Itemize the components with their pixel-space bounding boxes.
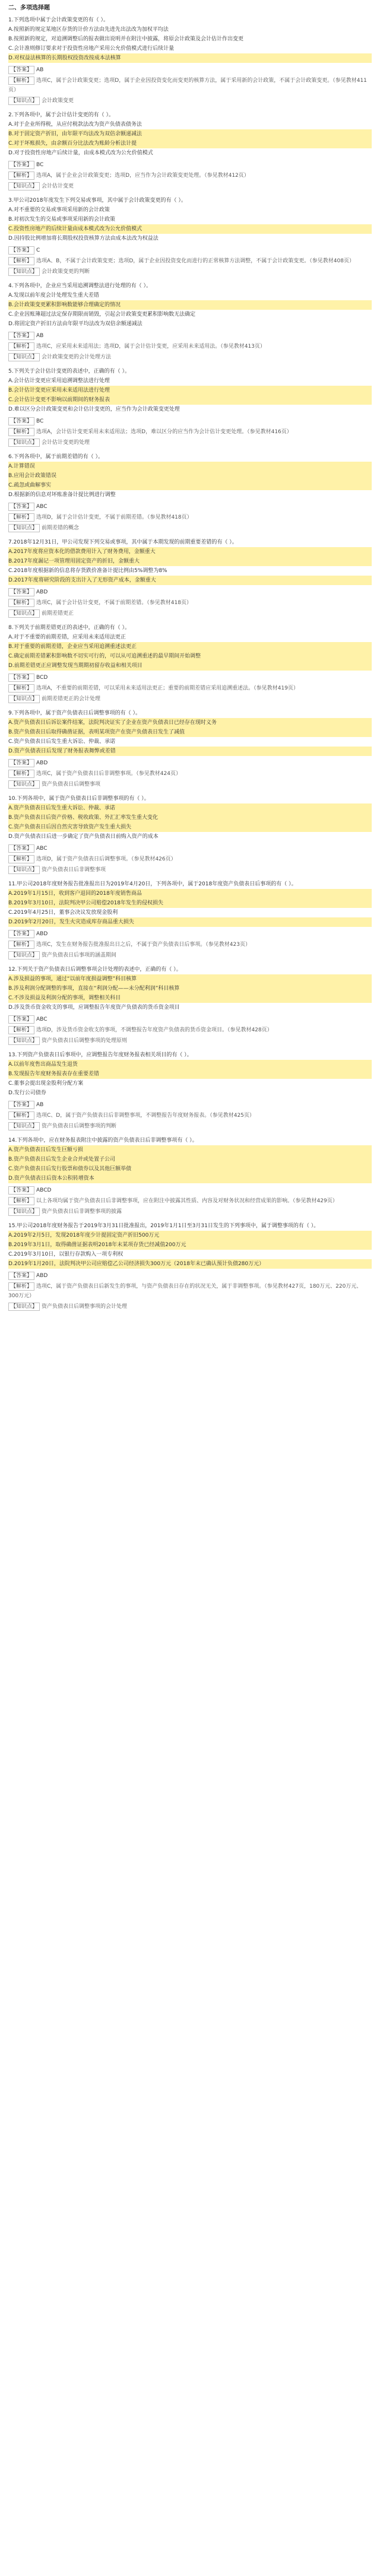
analysis-text: 选项A，不重要的前期差错，可以采用未来适用法更正；重要的前期差错应采用追溯重述法。（参见教材419页） — [36, 685, 299, 691]
question-option: B.会计估计变更应采用未来适用法进行处理 — [8, 386, 372, 395]
question-option: C.对于坏账损失，由余额百分比法改为账龄分析法计提 — [8, 139, 372, 148]
question-option: B.资产负债表日后发生企业合并或处置子公司 — [8, 1155, 372, 1164]
knowledge-text: 资产负债表日后调整事项的判断 — [42, 1123, 117, 1129]
answer-label: 【答案】 — [8, 161, 34, 169]
knowledge-label: 【知识点】 — [8, 182, 40, 190]
knowledge-label: 【知识点】 — [8, 780, 40, 789]
analysis-line — [8, 1196, 372, 1206]
answer-label: 【答案】 — [8, 844, 34, 853]
knowledge-label: 【知识点】 — [8, 695, 40, 703]
document — [8, 4, 372, 1311]
answer-label: 【答案】 — [8, 588, 34, 596]
question-option: D.涉及货币资金收支的事项，应调整报告年度资产负债表的货币资金项目 — [8, 1005, 180, 1011]
knowledge-line — [8, 609, 372, 618]
question-option: C.2019年4月25日，董事会决议发放现金股利 — [8, 910, 118, 916]
knowledge-line — [8, 523, 372, 533]
answer-line — [8, 331, 372, 341]
analysis-line — [8, 513, 372, 522]
question-option: B.2017年度漏记一项管理用固定资产的折旧，金额重大 — [8, 557, 372, 566]
answer-line — [8, 929, 372, 939]
answer-label: 【答案】 — [8, 1272, 34, 1280]
answer-line — [8, 502, 372, 512]
question-option: B.2019年3月1日，取得确凿证据表明2018年末某项存货已经减值200万元 — [8, 1240, 372, 1250]
analysis-text: 选项A，会计估计变更采用未来适用法；选项D，难以区分的应当作为会计估计变更处理。（参见教材416页） — [36, 429, 292, 435]
knowledge-text: 资产负债表日后调整事项的会计处理 — [42, 1304, 128, 1310]
question-option: C.疏忽或曲解事实 — [8, 481, 372, 490]
question-stem: 7.2018年12月31日，甲公司发现下列交易或事项，其中属于本期发现的前期重要差错的有（ ）。 — [8, 539, 238, 545]
answer-line — [8, 1186, 372, 1195]
question-option: C.不涉及损益及利润分配的事项，调整相关科目 — [8, 993, 372, 1003]
question-stem: 4.下列各项中，企业应当采用追溯调整法进行处理的有（ ）。 — [8, 283, 151, 289]
knowledge-line — [8, 694, 372, 704]
knowledge-label: 【知识点】 — [8, 524, 40, 532]
answer-label: 【答案】 — [8, 930, 34, 938]
question-option: B.对于重要的前期差错，企业应当采用追溯重述法更正 — [8, 642, 372, 652]
question-option: B.发现报告年度财务报表存在重要差错 — [8, 1069, 372, 1079]
question-option: B.资产负债表日后资产价格、税收政策、外汇汇率发生重大变化 — [8, 813, 372, 822]
question-option: B.对初次发生的交易或事项采用新的会计政策 — [8, 217, 116, 223]
question-option: B.对于固定资产折旧，由年限平均法改为双倍余额递减法 — [8, 129, 372, 139]
question-option: B.应用会计政策错误 — [8, 471, 372, 481]
question-option: D.对于投资性房地产后续计量，由成本模式改为公允价值模式 — [8, 150, 153, 156]
question-option: D.根据新的信息对坏账准备计提比例进行调整 — [8, 492, 116, 498]
knowledge-label: 【知识点】 — [8, 1037, 40, 1045]
question-option: D.2019年2月20日，发生火灾造成库存商品重大损失 — [8, 917, 372, 927]
question-option: D.2019年1月20日，法院判决甲公司应赔偿乙公司经济损失300万元（2018年末已确认预计负债280万元） — [8, 1259, 372, 1269]
analysis-line — [8, 598, 372, 608]
analysis-text: 选项C、D，属于资产负债表日后非调整事项，不调整报告年度财务报表。（参见教材425页） — [36, 1113, 255, 1119]
question-option: C.会计估计变更不影响以前期间的财务报表 — [8, 395, 372, 405]
knowledge-line — [8, 951, 372, 960]
answer-label: 【答案】 — [8, 503, 34, 511]
question-block — [8, 1136, 372, 1216]
question-block — [8, 794, 372, 875]
analysis-text: 选项A、B，不属于会计政策变更；选项D，属于企业因投资变化而进行的正常核算方法调整，不属于会计政策变更。（参见教材408页） — [36, 258, 354, 264]
knowledge-line — [8, 865, 372, 875]
knowledge-text: 资产负债表日后调整事项 — [42, 782, 101, 787]
answer-value: AB — [36, 67, 44, 73]
knowledge-label: 【知识点】 — [8, 951, 40, 960]
knowledge-line — [8, 96, 372, 106]
answer-value: ABC — [36, 1017, 48, 1022]
answer-label: 【答案】 — [8, 417, 34, 425]
answer-label: 【答案】 — [8, 246, 34, 255]
question-option: C.企业因账簿超过法定保存期限而销毁，引起会计政策变更累积影响数无法确定 — [8, 312, 196, 317]
knowledge-label: 【知识点】 — [8, 1303, 40, 1311]
answer-value: C — [36, 247, 40, 253]
analysis-line — [8, 684, 372, 693]
analysis-line — [8, 1111, 372, 1120]
question-block — [8, 1221, 372, 1311]
question-block — [8, 965, 372, 1046]
question-option: C.2019年3月10日，以银行存款购入一项专利权 — [8, 1252, 124, 1257]
knowledge-label: 【知识点】 — [8, 353, 40, 361]
answer-line — [8, 1100, 372, 1110]
question-option: D.2017年度将研究阶段的支出计入了无形资产成本，金额重大 — [8, 576, 372, 585]
analysis-text: 选项C，属于资产负债表日后非调整事项。（参见教材424页） — [36, 771, 181, 777]
analysis-line — [8, 855, 372, 864]
question-option: B.2019年3月10日，法院判决甲公司赔偿2018年发生的侵权损失 — [8, 898, 372, 908]
answer-line — [8, 246, 372, 255]
answer-label: 【答案】 — [8, 332, 34, 340]
question-option: B.涉及利润分配调整的事项，直接在“利润分配——未分配利润”科目核算 — [8, 984, 372, 993]
question-option: A.2019年2月5日，发现2018年度少计提固定资产折旧500万元 — [8, 1231, 372, 1240]
question-stem: 2.下列各项中，属于会计估计变更的有（ ）。 — [8, 112, 114, 118]
answer-value: ABD — [36, 760, 48, 766]
question-block — [8, 281, 372, 362]
question-option: A.涉及损益的事项，通过“以前年度损益调整”科目核算 — [8, 974, 372, 984]
question-option: B.会计政策变更累积影响数能够合理确定的情况 — [8, 300, 372, 310]
knowledge-text: 资产负债表日后事项的涵盖期间 — [42, 952, 117, 958]
question-option: A.资产负债表日后发生巨额亏损 — [8, 1145, 372, 1155]
question-option: A.2017年度将应资本化的借款费用计入了财务费用，金额重大 — [8, 547, 372, 557]
analysis-text: 选项A，属于企业会计政策变更；选项D，应当作为会计政策变更处理。（参见教材412页） — [36, 173, 249, 179]
knowledge-line — [8, 352, 372, 362]
question-option: B.资产负债表日后取得确凿证据，表明某项资产在资产负债表日发生了减值 — [8, 728, 372, 737]
knowledge-text: 前期差错的概念 — [42, 525, 80, 531]
question-stem: 15.甲公司2018年度财务报告于2019年3月31日批准报出，2019年1月1日至3月31日发生的下列事项中，属于调整事项的有（ ）。 — [8, 1223, 319, 1229]
question-option: C.董事会提出现金股利分配方案 — [8, 1081, 84, 1087]
answer-value: BC — [36, 162, 44, 168]
question-block — [8, 196, 372, 277]
knowledge-label: 【知识点】 — [8, 439, 40, 447]
knowledge-label: 【知识点】 — [8, 866, 40, 874]
analysis-label: 【解析】 — [8, 1282, 34, 1291]
answer-value: BC — [36, 418, 44, 424]
question-option: A.会计估计变更应采用追溯调整法进行处理 — [8, 378, 110, 384]
question-list — [8, 15, 372, 1311]
answer-value: ABCD — [36, 1187, 52, 1193]
analysis-text: 选项C，属于资产负债表日后新发生的事项，与资产负债表日存在的状况无关，属于非调整事项。（参见教材427页，180万元、220万元、300万元） — [8, 1284, 362, 1299]
analysis-label: 【解析】 — [8, 941, 34, 949]
knowledge-text: 会计估计变更 — [42, 183, 74, 189]
analysis-line — [8, 1025, 372, 1035]
question-option: A.发现以前年度会计处理发生重大差错 — [8, 293, 99, 298]
knowledge-text: 资产负债表日后非调整事项的披露 — [42, 1209, 122, 1215]
question-option: A.对不重要的交易或事项采用新的会计政策 — [8, 207, 110, 213]
question-option: A.2019年1月15日，收到客户退回的2018年度销售商品 — [8, 889, 372, 898]
question-option: D.因持股比例增加将长期股权投资核算方法由成本法改为权益法 — [8, 236, 159, 242]
question-block — [8, 879, 372, 960]
answer-label: 【答案】 — [8, 66, 34, 74]
analysis-label: 【解析】 — [8, 171, 34, 180]
analysis-label: 【解析】 — [8, 342, 34, 351]
analysis-line — [8, 769, 372, 779]
question-option: D.难以区分会计政策变更和会计估计变更的，应当作为会计政策变更处理 — [8, 406, 180, 412]
analysis-line — [8, 940, 372, 949]
analysis-text: 选项D，属于资产负债表日后调整事项。（参见教材426页） — [36, 856, 176, 862]
answer-label: 【答案】 — [8, 1015, 34, 1024]
question-option: D.发行公司债券 — [8, 1090, 46, 1096]
analysis-label: 【解析】 — [8, 513, 34, 522]
knowledge-text: 会计政策变更的会计处理方法 — [42, 354, 112, 360]
answer-value: AB — [36, 333, 44, 339]
analysis-label: 【解析】 — [8, 770, 34, 778]
analysis-label: 【解析】 — [8, 684, 34, 693]
question-option: A.资产负债表日后发生重大诉讼、仲裁、承诺 — [8, 803, 372, 813]
analysis-text: 选项C，应采用未来适用法；选项D，属于会计估计变更，应采用未来适用法。（参见教材413页） — [36, 344, 265, 350]
question-block — [8, 538, 372, 618]
question-stem: 9.下列各项中，属于资产负债表日后调整事项的有（ ）。 — [8, 710, 141, 716]
knowledge-label: 【知识点】 — [8, 1208, 40, 1216]
answer-line — [8, 1271, 372, 1281]
question-option: A.按照新的规定某地区存货的计价方法由先进先出法改为加权平均法 — [8, 27, 169, 33]
question-block — [8, 110, 372, 191]
analysis-label: 【解析】 — [8, 1197, 34, 1205]
analysis-label: 【解析】 — [8, 599, 34, 607]
knowledge-text: 前期差错更正的会计处理 — [42, 696, 101, 702]
knowledge-text: 资产负债表日后调整事项的处理原则 — [42, 1038, 128, 1044]
answer-value: AB — [36, 1102, 44, 1108]
answer-line — [8, 1015, 372, 1024]
question-stem: 6.下列各项中，属于前期差错的有（ ）。 — [8, 454, 103, 460]
knowledge-label: 【知识点】 — [8, 97, 40, 105]
section-title: 二、多项选择题 — [8, 5, 50, 11]
analysis-line — [8, 427, 372, 437]
knowledge-line — [8, 1122, 372, 1131]
analysis-label: 【解析】 — [8, 1111, 34, 1120]
question-option: A.资产负债表日后诉讼案件结案，法院判决证实了企业在资产负债表日已经存在现时义务 — [8, 718, 372, 728]
question-option: A.对于企业所得税，从应付税款法改为资产负债表债务法 — [8, 122, 142, 128]
question-stem: 1.下列选项中属于会计政策变更的有（ ）。 — [8, 17, 109, 23]
answer-line — [8, 587, 372, 597]
analysis-line — [8, 256, 372, 266]
answer-label: 【答案】 — [8, 674, 34, 682]
knowledge-text: 会计政策变更的判断 — [42, 269, 90, 275]
analysis-label: 【解析】 — [8, 1026, 34, 1034]
question-stem: 13.下列资产负债表日后事项中，应调整报告年度财务报表相关项目的有（ ）。 — [8, 1052, 192, 1058]
question-block — [8, 623, 372, 704]
question-stem: 5.下列关于会计估计变更的表述中，正确的有（ ）。 — [8, 369, 130, 374]
knowledge-line — [8, 1302, 372, 1311]
knowledge-text: 资产负债表日后非调整事项 — [42, 867, 106, 873]
analysis-line — [8, 342, 372, 351]
analysis-text: 选项C，属于会计估计变更，不属于前期差错。（参见教材418页） — [36, 600, 192, 606]
knowledge-label: 【知识点】 — [8, 1122, 40, 1130]
answer-line — [8, 417, 372, 426]
question-option: D.前期差错更正应调整发现当期期初留存收益和相关项目 — [8, 661, 372, 671]
analysis-text: 选项D，涉及货币资金收支的事项，不调整报告年度资产负债表的货币资金项目。（参见教材428页） — [36, 1027, 273, 1033]
answer-value: ABC — [36, 504, 48, 510]
answer-line — [8, 65, 372, 75]
knowledge-text: 会计政策变更 — [42, 98, 74, 104]
question-block — [8, 367, 372, 447]
analysis-line — [8, 171, 372, 180]
knowledge-line — [8, 438, 372, 447]
question-option: A.以前年度售出商品发生退货 — [8, 1060, 372, 1069]
knowledge-line — [8, 182, 372, 191]
analysis-line — [8, 1282, 372, 1301]
answer-label: 【答案】 — [8, 1186, 34, 1195]
answer-label: 【答案】 — [8, 1101, 34, 1109]
answer-label: 【答案】 — [8, 759, 34, 767]
knowledge-label: 【知识点】 — [8, 268, 40, 276]
analysis-label: 【解析】 — [8, 257, 34, 265]
knowledge-text: 会计估计变更的处理 — [42, 440, 90, 446]
question-block — [8, 15, 372, 106]
question-option: A.计算错误 — [8, 462, 372, 471]
question-option: C.投资性房地产的后续计量由成本模式改为公允价值模式 — [8, 224, 372, 234]
question-option: D.资产负债表日后发现了财务报表舞弊或差错 — [8, 747, 372, 756]
analysis-label: 【解析】 — [8, 77, 34, 85]
analysis-text: 选项D，属于会计估计变更，不属于前期差错。（参见教材418页） — [36, 514, 192, 520]
question-stem: 12.下列关于资产负债表日后调整事项会计处理的表述中，正确的有（ ）。 — [8, 967, 182, 973]
question-option: D.资产负债表日后进一步确定了资产负债表日前购入资产的成本 — [8, 834, 159, 840]
knowledge-line — [8, 1207, 372, 1216]
question-option: B.按照新的规定，对追溯调整后的报表做出说明并在附注中披露，将原会计政策及会计估计作出变更 — [8, 36, 244, 42]
knowledge-line — [8, 1036, 372, 1046]
answer-value: BCD — [36, 675, 48, 681]
question-stem: 11.甲公司2018年度财务报告批准报出日为2019年4月20日，下列各项中，属于2018年度资产负债表日后事项的有（ ）。 — [8, 881, 297, 887]
answer-line — [8, 673, 372, 682]
question-option: D.资产负债表日后资本公积转增资本 — [8, 1174, 372, 1183]
question-option: D.将固定资产折旧方法由年限平均法改为双倍余额递减法 — [8, 321, 142, 327]
question-option: C.资产负债表日后发生重大诉讼、仲裁、承诺 — [8, 739, 116, 745]
question-option: C.确定前期差错累积影响数不切实可行的，可以从可追溯重述的最早期间开始调整 — [8, 652, 372, 661]
question-stem: 14.下列各项中，应在财务报表附注中披露的资产负债表日后非调整事项有（ ）。 — [8, 1138, 198, 1144]
answer-value: ABD — [36, 931, 48, 937]
knowledge-text: 前期差错更正 — [42, 611, 74, 617]
question-stem: 3.甲公司2018年度发生下列交易或事项，其中属于会计政策变更的有（ ）。 — [8, 198, 186, 204]
answer-line — [8, 758, 372, 768]
answer-value: ABC — [36, 846, 48, 852]
question-stem: 8.下列关于前期差错更正的表述中，正确的有（ ）。 — [8, 625, 130, 631]
question-option: C.2018年度根据新的信息将存货跌价准备计提比例由5%调整为8% — [8, 568, 167, 574]
question-option: C.资产负债表日后因自然灾害导致资产发生重大损失 — [8, 822, 372, 832]
question-option: D.对权益法核算的长期股权投资改按成本法核算 — [8, 53, 372, 63]
knowledge-line — [8, 780, 372, 789]
question-stem: 10.下列各项中，属于资产负债表日后非调整事项的有（ ）。 — [8, 796, 150, 802]
answer-line — [8, 844, 372, 853]
question-block — [8, 1050, 372, 1131]
question-option: A.对于不重要的前期差错，应采用未来适用法更正 — [8, 634, 126, 640]
knowledge-label: 【知识点】 — [8, 609, 40, 618]
answer-value: ABD — [36, 589, 48, 595]
answer-value: ABD — [36, 1273, 48, 1279]
analysis-text: 选项C，发生在财务报告批准报出日之后，不属于资产负债表日后事项。（参见教材423页） — [36, 942, 251, 948]
question-block — [8, 452, 372, 533]
analysis-line — [8, 76, 372, 95]
question-option: C.资产负债表日后发行股票和债券以及其他巨额举债 — [8, 1164, 372, 1174]
knowledge-line — [8, 267, 372, 277]
question-option: C.会计准则修订要求对于投资性房地产采用公允价值模式进行后续计量 — [8, 46, 175, 52]
analysis-label: 【解析】 — [8, 855, 34, 863]
question-block — [8, 709, 372, 789]
analysis-text: 以上各项均属于资产负债表日后非调整事项，应在附注中披露其性质、内容及对财务状况和经营成果的影响。（参见教材429页） — [36, 1198, 338, 1204]
analysis-label: 【解析】 — [8, 428, 34, 436]
analysis-text: 选项C，属于会计政策变更；选项D，属于企业因投资变化而变更的核算方法，属于采用新的会计政策，不属于会计政策变更。（参见教材411页） — [8, 78, 367, 93]
answer-line — [8, 160, 372, 170]
